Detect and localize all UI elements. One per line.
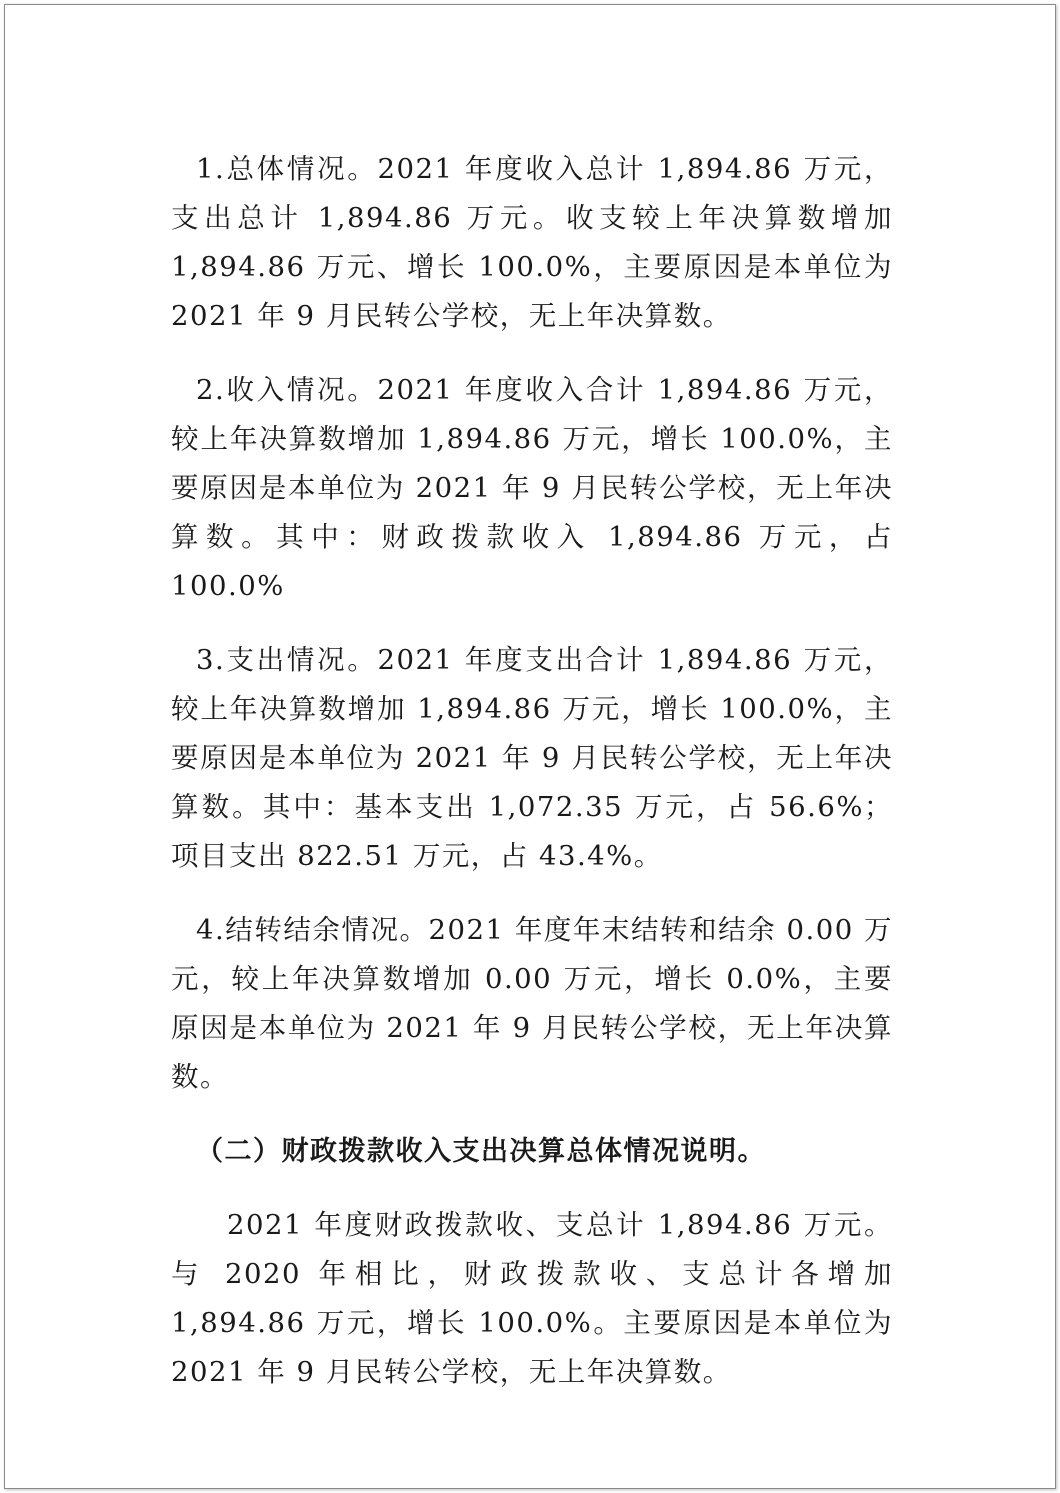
paragraph-fiscal-appropriation: 2021 年度财政拨款收、支总计 1,894.86 万元。与 2020 年相比，财政拨款收、支总计各增加 1,894.86 万元，增长 100.0%。主要原因是本单位为 2021 年 9 月民转公学校，无上年决算数。 (171, 1209, 893, 1388)
document-body (171, 145, 893, 1422)
document-page (4, 4, 1056, 1489)
paragraph-expenditure: 3.支出情况。2021 年度支出合计 1,894.86 万元，较上年决算数增加 1,894.86 万元，增长 100.0%，主要原因是本单位为 2021 年 9 月民转公学校，无上年决算数。其中：基本支出 1,072.35 万元，占 56.6%；项目支出 822.51 万元，占 43.4%。 (171, 644, 893, 872)
paragraph-carryover: 4.结转结余情况。2021 年度年末结转和结余 0.00 万元，较上年决算数增加 0.00 万元，增长 0.0%，主要原因是本单位为 2021 年 9 月民转公学校，无上年决算数。 (171, 914, 893, 1093)
section-heading: （二）财政拨款收入支出决算总体情况说明。 (196, 1136, 766, 1167)
paragraph-overall: 1.总体情况。2021 年度收入总计 1,894.86 万元，支出总计 1,894.86 万元。收支较上年决算数增加 1,894.86 万元、增长 100.0%，主要原因是本单位为 2021 年 9 月民转公学校，无上年决算数。 (171, 153, 893, 332)
paragraph-income: 2.收入情况。2021 年度收入合计 1,894.86 万元，较上年决算数增加 1,894.86 万元，增长 100.0%，主要原因是本单位为 2021 年 9 月民转公学校，无上年决算数。其中：财政拨款收入 1,894.86 万元，占 100.0% (171, 374, 893, 602)
